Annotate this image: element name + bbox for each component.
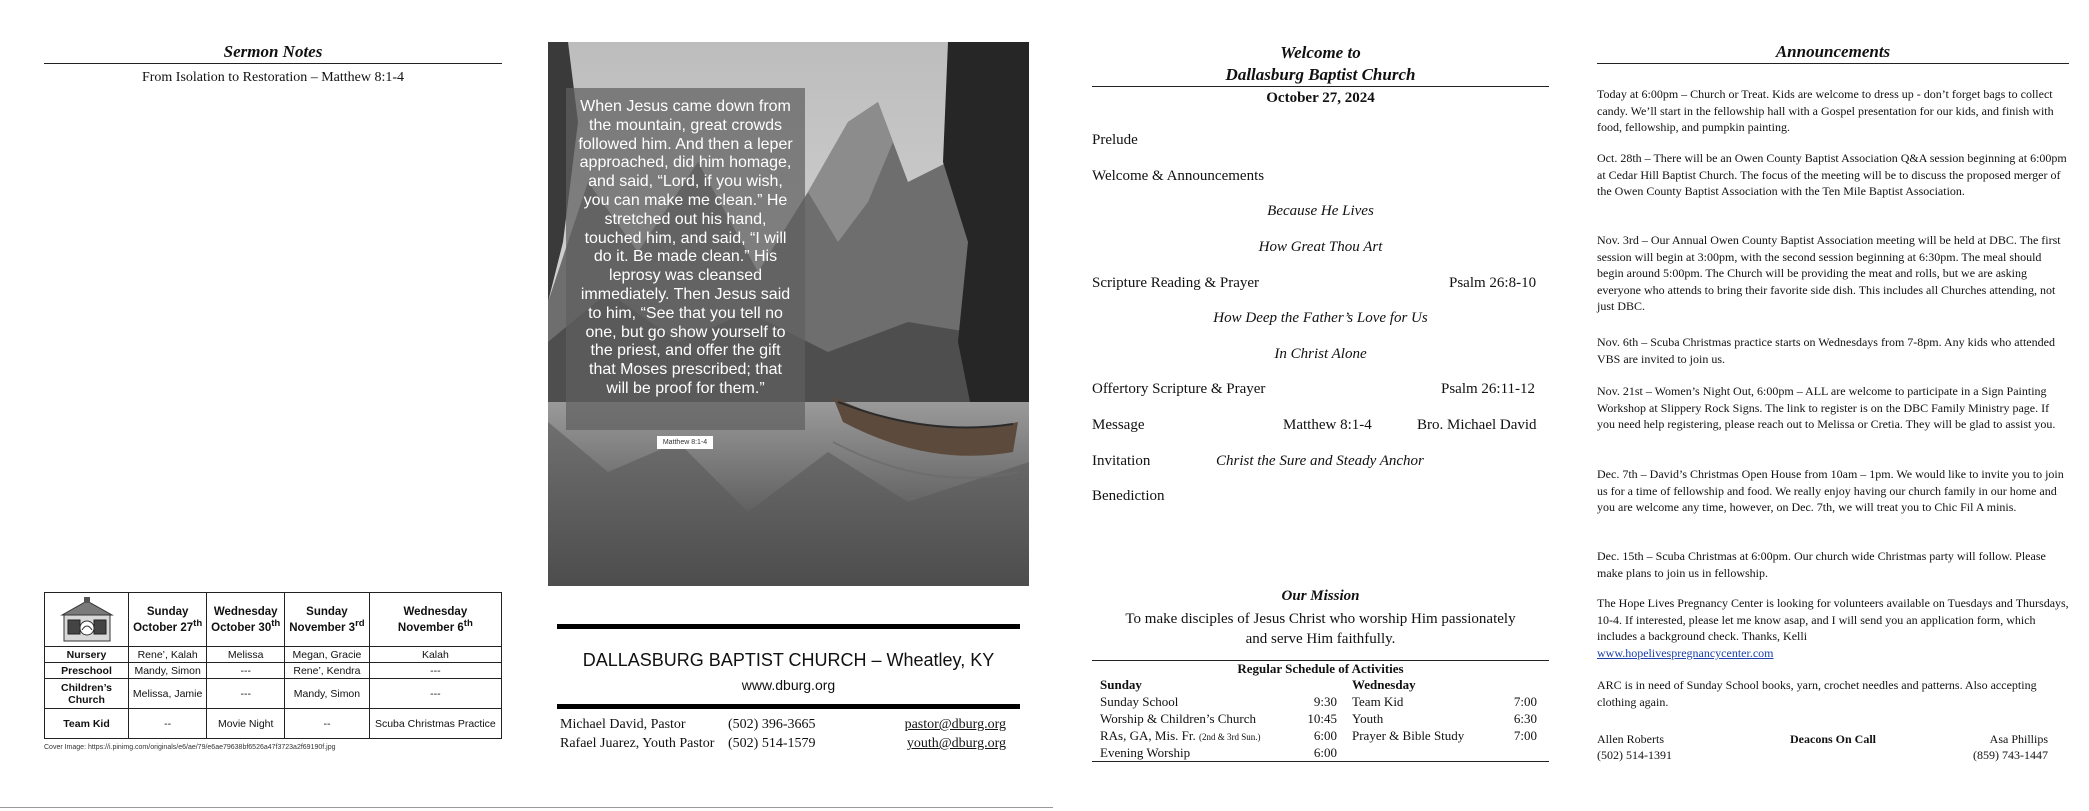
table-row (45, 709, 502, 739)
order-welcome: Welcome & Announcements (1092, 168, 1265, 184)
table-cell: -- (285, 709, 370, 739)
order-song: How Deep the Father’s Love for Us (1213, 310, 1428, 326)
table-row (45, 679, 502, 709)
deacon-phone: (502) 514-1391 (1597, 748, 1672, 762)
staff-name: Rafael Juarez, Youth Pastor (560, 736, 715, 751)
table-cell: -- (129, 709, 207, 739)
col-head-2: Wednesday October 30th (207, 593, 285, 647)
announcement-item: Dec. 15th – Scuba Christmas at 6:00pm. Our church wide Christmas party will follow. Please make plans to join us in fellowship. (1597, 549, 2046, 580)
sermon-notes-subtitle: From Isolation to Restoration – Matthew 8:1-4 (141, 70, 405, 85)
schedule-title: Regular Schedule of Activities (1237, 661, 1404, 676)
table-cell: Movie Night (207, 709, 285, 739)
col-head-3: Sunday November 3rd (285, 593, 370, 647)
table-cell: Mandy, Simon (129, 663, 207, 679)
welcome-heading (1092, 42, 1549, 86)
staff-email-link[interactable]: youth@dburg.org (906, 736, 1006, 751)
announcement-item (1597, 645, 2069, 662)
order-song: Because He Lives (1267, 203, 1374, 219)
page-bottom-rule (0, 807, 1053, 808)
announcement-item: Oct. 28th – There will be an Owen County Baptist Association Q&A session beginning at 6:00pm at Cedar Hill Baptist Church. The focus of the meeting will be to discuss the proposed merger of the Owen County Baptist Association with the Ten Mile Baptist Association. (1597, 151, 2067, 199)
mission-line: and serve Him faithfully. (1245, 631, 1396, 647)
table-cell: Mandy, Simon (285, 679, 370, 709)
sermon-notes-divider (44, 63, 502, 64)
schedule-time: 9:30 (1313, 694, 1337, 709)
staff-name: Michael David, Pastor (560, 717, 686, 732)
order-message: Message (1092, 417, 1145, 433)
deacons-on-call-label: Deacons On Call (1790, 732, 1877, 746)
deacon-phone: (859) 743-1447 (1973, 748, 2048, 762)
order-song: In Christ Alone (1274, 346, 1367, 362)
announcement-item: Nov. 6th – Scuba Christmas practice starts on Wednesdays from 7-8pm. Any kids who attended VBS are invited to join us. (1597, 335, 2055, 366)
announcement-item: Dec. 7th – David’s Christmas Open House from 10am – 1pm. We would like to invite you to join us for a time of fellowship and food. We really enjoy having our church family in our home and you are welcome any time, however, on Dec. 7th, we will treat you to Chic Fil A minis. (1597, 467, 2064, 515)
staff-phone: (502) 396-3665 (728, 717, 816, 732)
table-cell: Megan, Gracie (285, 647, 370, 663)
col-head-1: Sunday October 27th (129, 593, 207, 647)
announcement-item: ARC is in need of Sunday School books, yarn, crochet needles and patterns. Also accepting clothing again. (1597, 678, 2037, 709)
deacon-name: Asa Phillips (1989, 732, 2048, 746)
mission-line: To make disciples of Jesus Christ who worship Him passionately (1125, 611, 1516, 627)
announcements-divider (1597, 63, 2069, 64)
schedule-item: Sunday School (1100, 694, 1179, 709)
announcement-item: The Hope Lives Pregnancy Center is looking for volunteers available on Tuesdays and Thursdays, 10-4. If interested, please let me know asap, and I will send you an application form, which includes a background check. Thanks, Kelli (1597, 596, 2069, 644)
cover-divider-top (557, 624, 1020, 629)
cover-image-credit: Cover Image: https://i.pinimg.com/originals/e6/ae/79/e6ae79638bf6526a47f3723a2f69190f.jpg (44, 744, 336, 751)
schedule-sunday-head: Sunday (1100, 677, 1142, 692)
deacon-name: Allen Roberts (1597, 732, 1664, 746)
cover-verse-reference: Matthew 8:1-4 (657, 436, 713, 449)
table-cell: Rene’, Kalah (129, 647, 207, 663)
church-name: DALLASBURG BAPTIST CHURCH – Wheatley, KY (582, 650, 995, 670)
welcome-line: Welcome to (1280, 43, 1361, 62)
order-benediction: Benediction (1092, 488, 1165, 504)
table-cell: Melissa, Jamie (129, 679, 207, 709)
schedule-time: 6:00 (1313, 728, 1337, 743)
order-offertory: Offertory Scripture & Prayer (1092, 381, 1266, 397)
table-cell: Melissa (207, 647, 285, 663)
row-head: Team Kid (45, 709, 129, 739)
church-heading: Dallasburg Baptist Church (1225, 65, 1416, 84)
schedule-item: Worship & Children’s Church (1100, 711, 1257, 726)
staff-email-link[interactable]: pastor@dburg.org (904, 717, 1006, 732)
service-date: October 27, 2024 (1266, 90, 1375, 106)
deacon-right (1940, 731, 2048, 763)
order-song: How Great Thou Art (1258, 239, 1383, 255)
table-header-row (45, 593, 502, 647)
nursery-schedule-table (44, 592, 502, 739)
announcement-item: Nov. 3rd – Our Annual Owen County Baptist Association meeting will be held at DBC. The first session will begin at 3:00pm, with the second session beginning at 6:30pm. The meal should begin around 5:00pm. The Church will be providing the meat and rolls, but we are asking everyone who attends to bring their favorite side dish. This includes all Churches attending, not just DBC. (1597, 233, 2061, 314)
schedule-time: 7:00 (1513, 728, 1537, 743)
mission-title: Our Mission (1281, 588, 1360, 604)
order-scripture-ref: Psalm 26:8-10 (1449, 275, 1537, 291)
church-website[interactable]: www.dburg.org (741, 677, 836, 693)
table-cell: Scuba Christmas Practice (369, 709, 501, 739)
sermon-notes-title: Sermon Notes (223, 42, 323, 61)
order-invitation-song: Christ the Sure and Steady Anchor (1216, 453, 1424, 469)
row-head: Children’s Church (45, 679, 129, 709)
order-prelude: Prelude (1092, 132, 1138, 148)
table-cell: Rene’, Kendra (285, 663, 370, 679)
mission-statement (1092, 609, 1549, 649)
schedule-time: 7:00 (1513, 694, 1537, 709)
order-message-ref: Matthew 8:1-4 (1283, 417, 1372, 433)
schedule-item: Team Kid (1352, 694, 1404, 709)
schedule-item: Prayer & Bible Study (1352, 728, 1465, 743)
table-cell: --- (207, 663, 285, 679)
schedule-item: RAs, GA, Mis. Fr. (2nd & 3rd Sun.) (1100, 728, 1261, 743)
staff-row-youth-pastor (560, 736, 1006, 754)
schedule-wednesday-head: Wednesday (1352, 677, 1416, 692)
order-invitation: Invitation (1092, 453, 1151, 469)
cover-divider-bottom (557, 704, 1020, 709)
row-head: Preschool (45, 663, 129, 679)
schedule-time: 10:45 (1307, 711, 1337, 726)
table-cell: --- (369, 679, 501, 709)
schedule-divider-bottom (1092, 761, 1549, 762)
schedule-item: Evening Worship (1100, 745, 1191, 760)
cover-verse: When Jesus came down from the mountain, great crowds followed him. And then a leper approached, did him homage, and said, “Lord, if you wish, you can make me clean.” He stretched out his hand, touched him, and said, “I will do it. Be made clean.” His leprosy was cleansed immediately. Then Jesus said to him, “See that you tell no one, but go show yourself to the priest, and offer the gift that Moses prescribed; that will be proof for them.” (578, 98, 793, 397)
order-scripture: Scripture Reading & Prayer (1092, 275, 1260, 291)
deacon-left (1597, 731, 1672, 763)
schedule-item: Youth (1352, 711, 1384, 726)
table-cell: Kalah (369, 647, 501, 663)
row-head: Nursery (45, 647, 129, 663)
hope-lives-link[interactable]: www.hopelivespregnancycenter.com (1597, 646, 1774, 660)
announcement-item: Nov. 21st – Women’s Night Out, 6:00pm – ALL are welcome to participate in a Sign Painting Workshop at Slippery Rock Signs. The link to register is on the DBC Family Ministry page. If you need help registering, please reach out to Melissa or Cretia. They will be glad to assist you. (1597, 384, 2056, 432)
welcome-divider (1092, 86, 1549, 87)
order-offertory-ref: Psalm 26:11-12 (1441, 381, 1536, 397)
church-building-icon (54, 597, 120, 643)
table-row (45, 663, 502, 679)
schedule-time: 6:00 (1313, 745, 1337, 760)
staff-phone: (502) 514-1579 (728, 736, 816, 751)
order-message-speaker: Bro. Michael David (1417, 417, 1537, 433)
table-cell: --- (369, 663, 501, 679)
staff-row-pastor (560, 717, 1006, 735)
announcements-title: Announcements (1775, 42, 1891, 61)
table-row (45, 647, 502, 663)
schedule-time: 6:30 (1513, 711, 1537, 726)
announcement-item: Today at 6:00pm – Church or Treat. Kids are welcome to dress up - don’t forget bags to collect candy. We’ll start in the fellowship hall with a Gospel presentation for our kids, and finish with food, fellowship, and pumpkin painting. (1597, 87, 2054, 135)
table-cell: --- (207, 679, 285, 709)
col-head-4: Wednesday November 6th (369, 593, 501, 647)
church-logo-cell (45, 593, 129, 647)
